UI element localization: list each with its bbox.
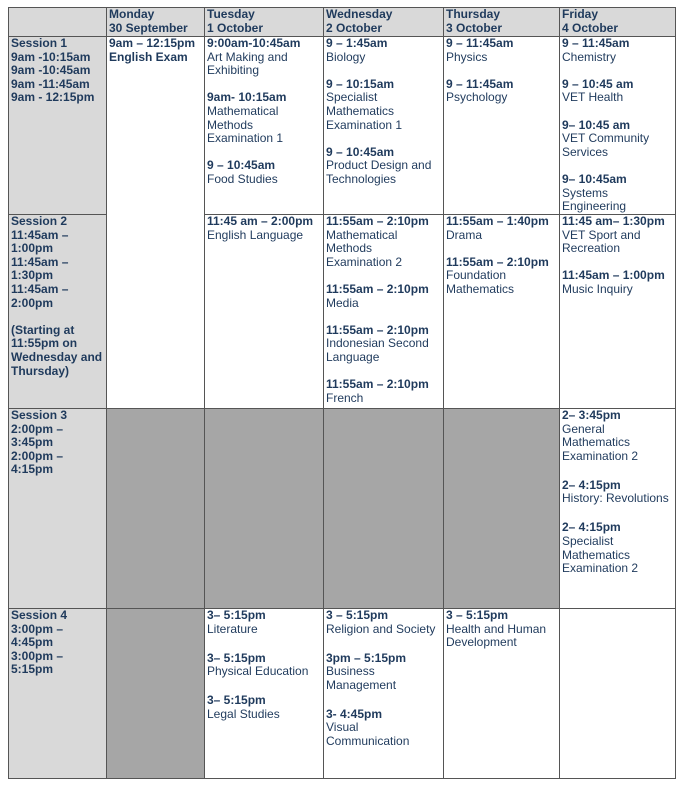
exam-subject: French <box>326 390 364 405</box>
exam-subject: Physics <box>446 49 488 64</box>
tuesday-session-3 <box>205 409 324 609</box>
exam-time: 9am- 10:15am <box>207 90 287 105</box>
session-time: 2:00pm – <box>11 421 64 436</box>
header-monday <box>107 8 205 37</box>
exam-subject: English Exam <box>109 49 188 64</box>
exam-time: 3 – 5:15pm <box>326 608 389 622</box>
session-time: 4:15pm <box>11 462 54 477</box>
session-time: 4:45pm <box>11 635 54 650</box>
exam-time: 9 – 10:15am <box>326 76 395 91</box>
session-title: Session 2 <box>11 214 68 228</box>
exam-time: 3pm – 5:15pm <box>326 650 407 665</box>
wednesday-session-4 <box>324 609 444 779</box>
exam-subject: Specialist Mathematics Examination 2 <box>562 533 639 576</box>
exam-subject: Art Making and Exhibiting <box>207 49 288 78</box>
exam-time: 3- 4:45pm <box>326 706 383 721</box>
exam-subject: Religion and Society <box>326 621 436 636</box>
day-date: 2 October <box>326 20 383 35</box>
exam-time: 9 – 11:45am <box>446 76 514 91</box>
exam-subject: VET Health <box>562 90 624 105</box>
session-time: 9am -10:45am <box>11 63 91 78</box>
day-date: 30 September <box>109 20 188 35</box>
exam-subject: Visual Communication <box>326 720 410 748</box>
session-title: Session 3 <box>11 408 68 422</box>
exam-timetable <box>8 7 676 779</box>
header-tuesday <box>205 8 324 37</box>
session-time: 11:45am – <box>11 227 69 242</box>
exam-time: 11:55am – 2:10pm <box>326 377 429 392</box>
exam-time: 11:55am – 2:10pm <box>326 281 429 296</box>
exam-subject: Media <box>326 295 359 310</box>
exam-subject: Specialist Mathematics Examination 1 <box>326 90 403 132</box>
wednesday-session-1 <box>324 37 444 215</box>
exam-subject: VET Sport and Recreation <box>562 227 641 256</box>
exam-subject: Literature <box>207 621 258 636</box>
session-time: 11:45am – <box>11 281 69 296</box>
monday-session-1 <box>107 37 205 409</box>
session-time: 3:45pm <box>11 435 54 450</box>
session-1-label <box>9 37 107 215</box>
day-name: Monday <box>109 7 155 21</box>
day-name: Thursday <box>446 7 501 21</box>
exam-subject: History: Revolutions <box>562 491 669 506</box>
wednesday-session-3 <box>324 409 444 609</box>
exam-subject: Drama <box>446 227 483 242</box>
exam-subject: Music Inquiry <box>562 281 633 296</box>
header-thursday <box>444 8 560 37</box>
exam-subject: General Mathematics Examination 2 <box>562 421 639 463</box>
exam-time: 11:45am – 1:00pm <box>562 268 665 283</box>
exam-time: 2– 4:15pm <box>562 477 621 492</box>
session-time: 9am - 12:15pm <box>11 90 95 105</box>
exam-subject: Physical Education <box>207 664 309 679</box>
session-time: 11:45am – <box>11 254 69 269</box>
exam-time: 3– 5:15pm <box>207 693 266 708</box>
exam-time: 11:45 am – 2:00pm <box>207 214 314 228</box>
tuesday-session-1 <box>205 37 324 215</box>
header-friday <box>560 8 676 37</box>
day-name: Tuesday <box>207 7 255 21</box>
exam-subject: Foundation Mathematics <box>446 268 515 296</box>
session-time: 1:30pm <box>11 268 54 283</box>
exam-subject: Biology <box>326 49 366 64</box>
exam-time: 9am – 12:15pm <box>109 36 196 50</box>
tuesday-session-4 <box>205 609 324 779</box>
exam-subject: Legal Studies <box>207 706 280 721</box>
session-time: 3:00pm – <box>11 621 64 636</box>
exam-subject: Business Management <box>326 664 397 692</box>
day-date: 3 October <box>446 20 503 35</box>
friday-session-2 <box>560 215 676 409</box>
session-time: 2:00pm <box>11 295 54 310</box>
thursday-session-4 <box>444 609 560 779</box>
header-row <box>9 8 676 37</box>
friday-session-4 <box>560 609 676 779</box>
session-title: Session 1 <box>11 36 68 50</box>
exam-time: 11:55am – 2:10pm <box>446 254 549 269</box>
exam-time: 2– 4:15pm <box>562 520 621 535</box>
exam-subject: Indonesian Second Language <box>326 336 429 364</box>
friday-session-1 <box>560 37 676 215</box>
exam-time: 3– 5:15pm <box>207 608 266 622</box>
exam-time: 2– 3:45pm <box>562 408 621 422</box>
day-date: 1 October <box>207 20 264 35</box>
exam-time: 9 – 10:45 am <box>562 76 634 91</box>
session-1-row <box>9 37 676 215</box>
exam-subject: Food Studies <box>207 171 278 186</box>
corner-cell <box>9 8 107 37</box>
exam-subject: Psychology <box>446 90 508 105</box>
exam-time: 9 – 1:45am <box>326 36 388 50</box>
exam-time: 9 – 10:45am <box>326 144 395 159</box>
tuesday-session-2 <box>205 215 324 409</box>
header-wednesday <box>324 8 444 37</box>
session-2-label <box>9 215 107 409</box>
exam-subject: VET Community Services <box>562 131 650 159</box>
session-title: Session 4 <box>11 608 68 622</box>
exam-subject: Systems Engineering <box>562 185 627 214</box>
session-4-row <box>9 609 676 779</box>
exam-subject: Chemistry <box>562 49 617 64</box>
exam-subject: Health and Human Development <box>446 621 547 650</box>
exam-time: 11:55am – 2:10pm <box>326 322 429 337</box>
exam-time: 9 – 11:45am <box>446 36 514 50</box>
session-time: 1:00pm <box>11 241 54 256</box>
day-name: Wednesday <box>326 7 393 21</box>
exam-subject: Mathematical Methods Examination 2 <box>326 227 403 269</box>
exam-subject: English Language <box>207 227 304 242</box>
wednesday-session-2 <box>324 215 444 409</box>
session-3-row <box>9 409 676 609</box>
friday-session-3 <box>560 409 676 609</box>
monday-session-3 <box>107 409 205 609</box>
exam-time: 9 – 11:45am <box>562 36 630 50</box>
session-3-label <box>9 409 107 609</box>
thursday-session-3 <box>444 409 560 609</box>
session-time: 9am -10:15am <box>11 49 91 64</box>
exam-time: 9– 10:45am <box>562 171 627 186</box>
session-4-label <box>9 609 107 779</box>
exam-time: 11:55am – 1:40pm <box>446 214 549 228</box>
session-note: (Starting at 11:55pm on Wednesday and Thursday) <box>11 322 103 378</box>
exam-subject: Mathematical Methods Examination 1 <box>207 103 284 146</box>
exam-time: 9– 10:45 am <box>562 117 631 132</box>
exam-time: 3– 5:15pm <box>207 650 266 665</box>
exam-time: 9:00am-10:45am <box>207 36 301 50</box>
session-time: 2:00pm – <box>11 448 64 463</box>
thursday-session-1 <box>444 37 560 215</box>
exam-subject: Product Design and Technologies <box>326 158 432 186</box>
session-time: 5:15pm <box>11 662 54 677</box>
exam-time: 11:55am – 2:10pm <box>326 214 429 228</box>
day-date: 4 October <box>562 20 619 35</box>
monday-session-4 <box>107 609 205 779</box>
exam-time: 11:45 am– 1:30pm <box>562 214 665 228</box>
thursday-session-2 <box>444 215 560 409</box>
session-time: 9am -11:45am <box>11 76 90 91</box>
session-time: 3:00pm – <box>11 648 64 663</box>
exam-time: 3 – 5:15pm <box>446 608 509 622</box>
exam-time: 9 – 10:45am <box>207 158 276 173</box>
day-name: Friday <box>562 7 599 21</box>
